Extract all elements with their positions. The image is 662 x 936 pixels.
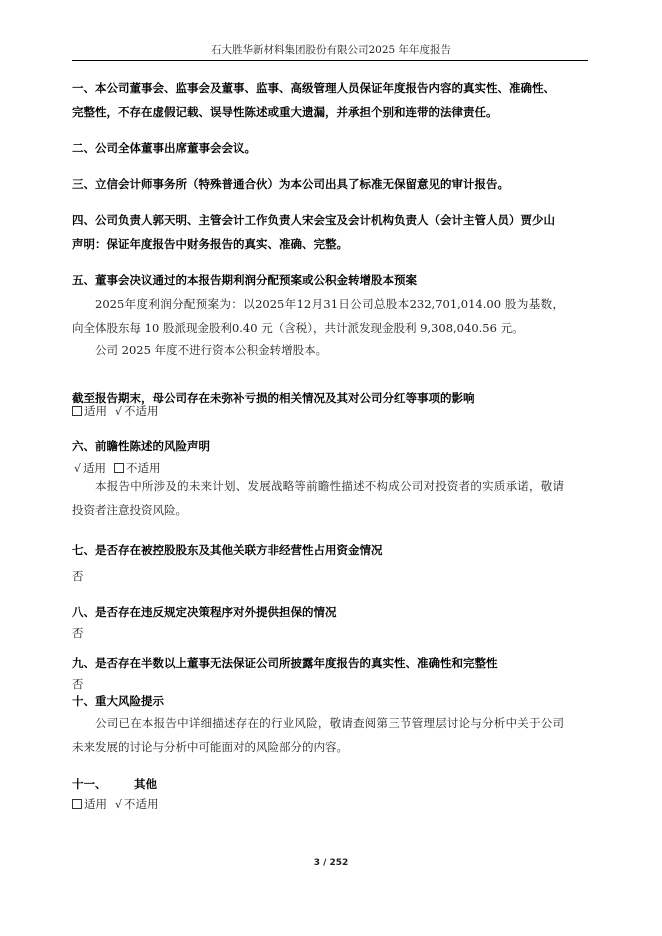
- section-3: 三、立信会计师事务所（特殊普通合伙）为本公司出具了标准无保留意见的审计报告。: [72, 177, 509, 191]
- section-4: 四、公司负责人郭天明、主管会计工作负责人宋会宝及会计机构负责人（会计主管人员）贾少山声明：保证年度报告中财务报告的真实、准确、完整。: [72, 213, 555, 251]
- section-5-no-capitalization: 公司 2025 年度不进行资本公积金转增股本。: [95, 343, 328, 357]
- check-mark-icon: √: [115, 798, 123, 811]
- section-5-title: 五、董事会决议通过的本报告期利润分配预案或公积金转增股本预案: [72, 273, 417, 287]
- page-number: 3 / 252: [313, 858, 349, 868]
- option-applicable: 适用: [84, 404, 107, 418]
- unrecovered-loss-options: [72, 401, 564, 422]
- section-9-title: 九、是否存在半数以上董事无法保证公司所披露年度报告的真实性、准确性和完整性: [72, 656, 498, 670]
- section-10-title: 十、重大风险提示: [72, 694, 164, 708]
- section-7-answer: 否: [72, 569, 84, 583]
- section-6-statement: 本报告中所涉及的未来计划、发展战略等前瞻性描述不构成公司对投资者的实质承诺，敬请投资者注意投资风险。: [72, 479, 564, 517]
- section-11-number: 十一、: [72, 777, 107, 791]
- section-11-options: [72, 794, 564, 815]
- section-7-title: 七、是否存在被控股股东及其他关联方非经营性占用资金情况: [72, 543, 383, 557]
- option-not-applicable: 不适用: [124, 797, 159, 811]
- section-1: 一、本公司董事会、监事会及董事、监事、高级管理人员保证年度报告内容的真实性、准确性、完整性，不存在虚假记载、误导性陈述或重大遗漏，并承担个别和连带的法律责任。: [72, 81, 555, 119]
- unrecovered-loss-title: 截至报告期末，母公司存在未弥补亏损的相关情况及其对公司分红等事项的影响: [72, 391, 475, 405]
- section-8-answer: 否: [72, 626, 84, 640]
- option-applicable: 适用: [83, 461, 107, 475]
- check-mark-icon: √: [115, 405, 123, 418]
- section-11-title: [72, 772, 564, 796]
- option-applicable: 适用: [84, 797, 107, 811]
- section-9-answer: 否: [72, 677, 84, 691]
- checkbox-empty-icon: [114, 463, 124, 473]
- checkbox-empty-icon: [72, 406, 82, 416]
- section-10-risk-note: 公司已在本报告中详细描述存在的行业风险，敬请查阅第三节管理层讨论与分析中关于公司未来发展的讨论与分析中可能面对的风险部分的内容。: [72, 716, 564, 754]
- header-rule: [72, 60, 588, 61]
- section-6-title: 六、前瞻性陈述的风险声明: [72, 439, 210, 453]
- section-2: 二、公司全体董事出席董事会会议。: [72, 141, 256, 155]
- option-not-applicable: 不适用: [126, 461, 161, 475]
- checkbox-empty-icon: [72, 799, 82, 809]
- check-mark-icon: √: [74, 462, 82, 475]
- section-8-title: 八、是否存在违反规定决策程序对外提供担保的情况: [72, 605, 337, 619]
- running-header: 石大胜华新材料集团股份有限公司2025 年年度报告: [210, 44, 452, 56]
- section-11-label: 其他: [134, 777, 157, 791]
- option-not-applicable: 不适用: [124, 404, 159, 418]
- section-5-dividend-plan: 2025年度利润分配预案为：以2025年12月31日公司总股本232,701,014.00 股为基数，向全体股东每 10 股派现金股利0.40 元（含税），共计派发现金股利 9,308,040.56 元。: [72, 297, 564, 335]
